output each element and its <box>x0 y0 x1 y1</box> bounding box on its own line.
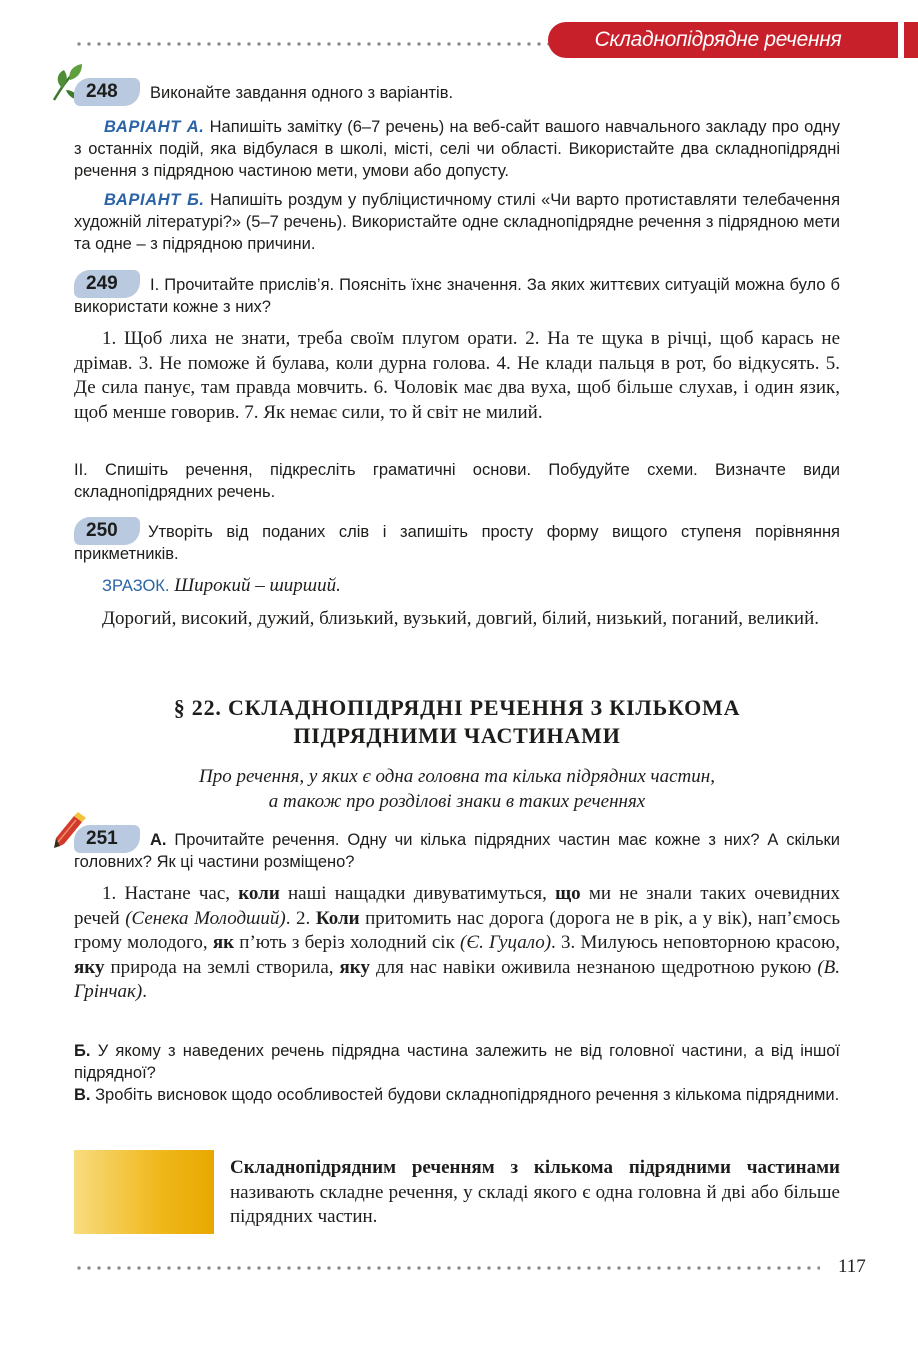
exercise-task-2: ІІ. Спишіть речення, підкресліть граматичні основи. Побудуйте схеми. Визначте види складнопідрядних речень. <box>74 461 840 501</box>
proverbs-text: 1. Щоб лиха не знати, треба своїм плугом орати. 2. На те щука в річці, щоб карась не дрімав. 3. Не поможе й булава, коли дурна голова. 4. Не клади пальця в рот, бо відкусять. 5. Де сила панує, там правда мовчить. 6. Чоловік має два вуха, щоб більше слухав, і один язик, щоб менше говорив. 7. Як немає сили, то й світ не милий. <box>74 328 840 423</box>
section-title-line: ПІДРЯДНИМИ ЧАСТИНАМИ <box>293 723 621 748</box>
section-subtitle-line: а також про розділові знаки в таких реченнях <box>268 791 646 812</box>
task-a-label: А. <box>150 831 167 849</box>
variant-a-paragraph <box>74 116 840 182</box>
exercise-instruction: І. Прочитайте прислів’я. Поясніть їхнє значення. За яких життєвих ситуацій можна було б використати кожне з них? <box>74 276 840 316</box>
task-c-label: В. <box>74 1086 91 1104</box>
sentence-text: 1. Настане час, <box>102 883 239 904</box>
word-list: Дорогий, високий, дужий, близький, вузький, довгий, білий, низький, поганий, великий. <box>102 608 820 629</box>
conjunction-keyword: як <box>212 932 235 953</box>
variant-b-paragraph <box>74 189 840 255</box>
exercise-instruction: Виконайте завдання одного з варіантів. <box>150 84 454 102</box>
conjunction-keyword: яку <box>74 956 105 978</box>
running-header-title: Складнопідрядне речення <box>594 28 842 51</box>
sentence-text: ми не знали таких очевидних речей <box>74 883 840 929</box>
page-number: 117 <box>838 1256 866 1277</box>
sample-line <box>102 574 840 598</box>
sentence-text: . <box>142 981 148 1002</box>
task-b <box>74 1040 840 1084</box>
sentence-text: п’ють з беріз холодний сік <box>234 932 461 953</box>
sentence-text: притомить нас дорога (дорога не в рік, а у вік), нап’ємось грому молодого, <box>74 907 841 953</box>
variant-a-text: Напишіть замітку (6–7 речень) на веб-сайт вашого навчального закладу про одну з останніх подій, яка відбулася в школі, місті, селі чи області. Використайте два складнопідрядні речення з підрядною частиною мети, умови або допусту. <box>74 118 840 180</box>
rule-term: Складнопідрядним реченням з кількома підрядними частинами <box>230 1157 840 1178</box>
sentence-text: природа на землі створила, <box>104 956 340 978</box>
sample-text: Широкий – ширший. <box>174 575 341 596</box>
rule-text: називають складне речення, у складі якого є одна головна й дві або більше підрядних частин. <box>230 1181 840 1227</box>
author-citation: (Сенека Молодший) <box>125 907 286 929</box>
author-citation: (В. Грінчак) <box>74 956 840 1002</box>
exercise-instruction: Утворіть від поданих слів і запишіть просту форму вищого ступеня порівняння прикметників. <box>74 523 840 563</box>
task-a-text: Прочитайте речення. Одну чи кілька підрядних частин має кожне з них? А скільки головних? Як ці частини розміщено? <box>74 831 840 871</box>
exercise-number-badge: 250 <box>74 517 140 545</box>
sample-label: ЗРАЗОК. <box>102 577 170 595</box>
footer-dotted-rule <box>74 1262 820 1274</box>
conjunction-keyword: яку <box>339 956 370 978</box>
example-sentences <box>74 882 840 1005</box>
exercise-instruction <box>74 829 840 873</box>
section-subtitle-line: Про речення, у яких є одна головна та кілька підрядних частин, <box>199 766 715 787</box>
conjunction-keyword: коли <box>238 883 280 904</box>
sentence-text: . 2. <box>285 907 316 929</box>
author-citation: (Є. Гуцало) <box>460 932 552 953</box>
task-b-text: У якому з наведених речень підрядна частина залежить не від головної частини, а від іншої підрядної? <box>74 1042 840 1082</box>
section-subtitle <box>74 764 840 814</box>
variant-a-label: ВАРІАНТ А. <box>104 118 205 136</box>
task-b-label: Б. <box>74 1042 91 1060</box>
variant-b-text: Напишіть роздум у публіцистичному стилі «Чи варто протиставляти телебачення художній літературі?» (5–7 речень). Використайте одне складнопідрядне речення з підрядною мети та одне – з підрядною причини. <box>74 191 840 253</box>
task-c-text: Зробіть висновок щодо особливостей будови складнопідрядного речення з кількома підрядними. <box>95 1086 840 1104</box>
conjunction-keyword: Коли <box>315 907 360 929</box>
task-c <box>74 1084 840 1106</box>
rule-highlight-box <box>74 1150 214 1234</box>
section-title <box>74 694 840 750</box>
conjunction-keyword: що <box>555 883 581 904</box>
header-dotted-rule <box>74 38 560 50</box>
section-title-line: § 22. СКЛАДНОПІДРЯДНІ РЕЧЕННЯ З КІЛЬКОМА <box>173 695 741 720</box>
rule-definition <box>230 1156 840 1230</box>
exercise-number-badge: 249 <box>74 270 140 298</box>
sentence-text: наші нащадки дивуватимуться, <box>279 883 556 904</box>
sentence-text: для нас навіки оживила незнаною щедротною рукою <box>369 956 818 978</box>
variant-b-label: ВАРІАНТ Б. <box>104 191 205 209</box>
exercise-number-badge: 248 <box>74 78 140 106</box>
header-ribbon-edge <box>904 22 918 58</box>
exercise-number-badge: 251 <box>74 825 140 853</box>
sentence-text: . 3. Милуюсь неповторною красою, <box>551 932 840 953</box>
